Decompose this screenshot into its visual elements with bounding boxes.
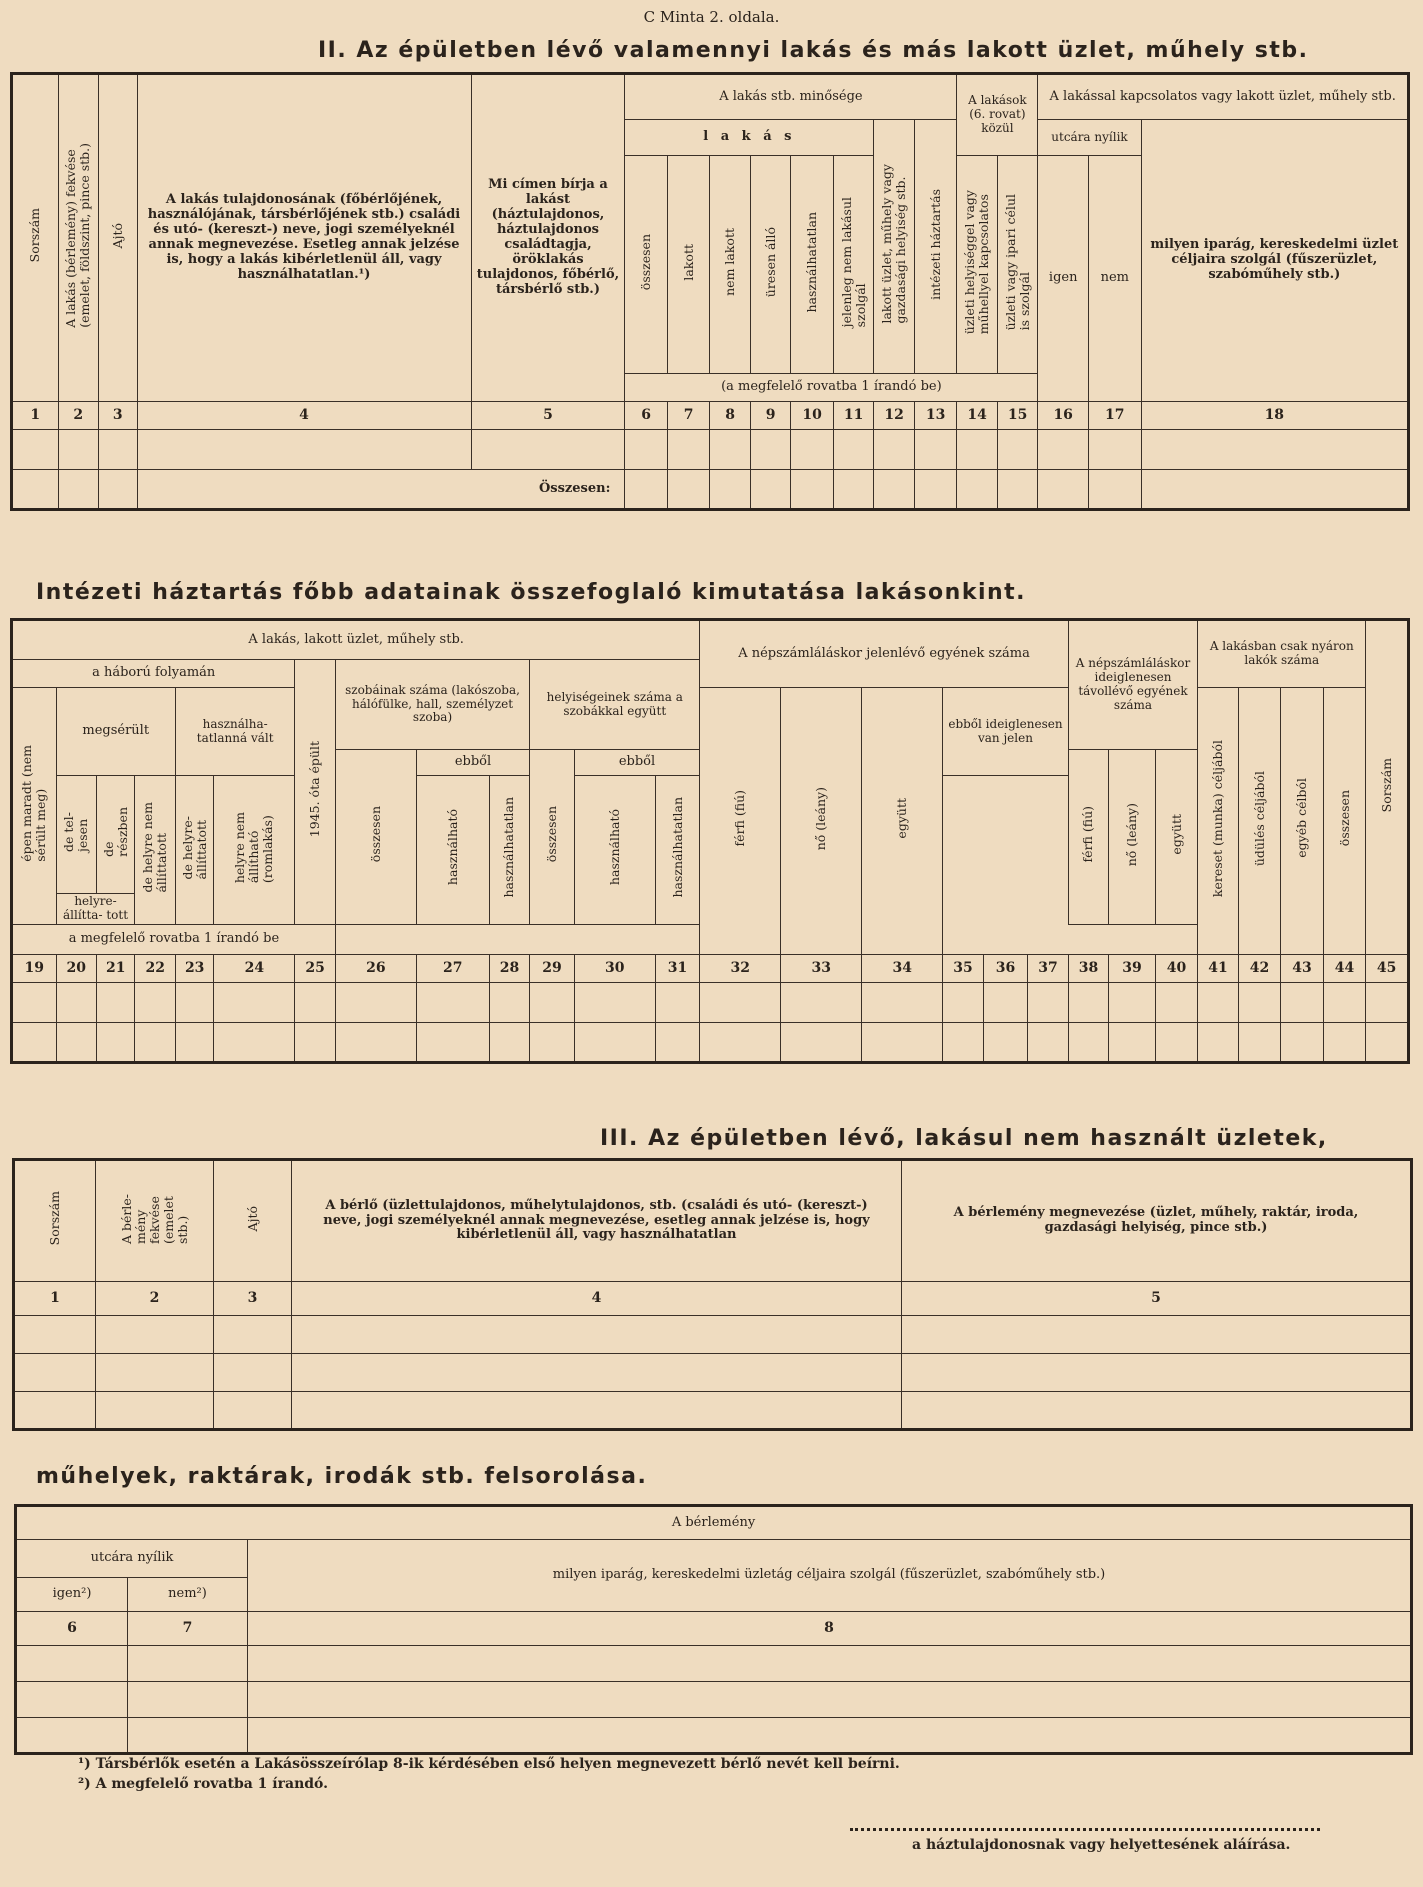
col-number: 41 (1198, 954, 1238, 982)
col-number: 7 (667, 402, 710, 430)
col-tavol-ferfi-header: férfi (fiú) (1068, 750, 1108, 925)
utcara-header: utcára nyílik (1038, 120, 1141, 156)
entry-cell[interactable] (997, 430, 1038, 470)
col-number: 31 (655, 954, 700, 982)
col-ferfi-header: férfi (fiú) (700, 688, 781, 955)
kapcsolatos-header: A lakással kapcsolatos vagy lakott üzlet, műhely stb. (1038, 74, 1409, 120)
entry-cell[interactable] (874, 430, 914, 470)
entry-cell[interactable] (781, 1022, 862, 1062)
entry-cell[interactable] (248, 1646, 1412, 1682)
entry-cell[interactable] (1141, 430, 1408, 470)
col-uzleti-helyiseg-header: üzleti helyiséggel vagy műhellyel kapcsolatos (957, 156, 997, 374)
entry-cell[interactable] (957, 430, 997, 470)
entry-cell[interactable] (625, 430, 668, 470)
col-uresen-allo-header: üresen álló (750, 156, 790, 374)
entry-cell[interactable] (1155, 1022, 1198, 1062)
intezeti-table (10, 618, 1410, 1064)
col-ajto-header: Ajtó (99, 74, 137, 402)
table-row (14, 1392, 1412, 1430)
total-cell[interactable] (667, 470, 710, 510)
table-row (14, 1316, 1412, 1354)
col-intezeti-header: intézeti háztartás (914, 120, 957, 374)
entry-cell[interactable] (58, 430, 98, 470)
column-number-row (12, 402, 1409, 430)
section-3-title: III. Az épületben lévő, lakásul nem használt üzletek, (600, 1126, 1328, 1151)
col-jelenleg-nem-header: jelenleg nem lakásul szolgál (833, 156, 873, 374)
megserult-header: megsérült (56, 688, 175, 776)
helyiseg-ebbol-header: ebből (574, 750, 700, 776)
entry-cell[interactable] (99, 470, 137, 510)
entry-cell[interactable] (96, 1316, 214, 1354)
total-cell[interactable] (1088, 470, 1141, 510)
col-number: 7 (128, 1612, 248, 1646)
col-number: 6 (16, 1612, 128, 1646)
col-helyiseg-osszesen-header: összesen (530, 750, 575, 925)
footnote-2: ²) A megfelelő rovatba 1 írandó. (78, 1776, 328, 1792)
col-szoba-osszesen-header: összesen (335, 750, 416, 925)
col-number: 4 (292, 1282, 902, 1316)
col-hasznalhatatlan-header: használhatatlan (791, 156, 834, 374)
megfelelo-note: (a megfelelő rovatba 1 írandó be) (625, 374, 1038, 402)
col-number: 38 (1068, 954, 1108, 982)
col-berlemeny-fekvese-header: A bérle- mény fekvése (emelet stb.) (96, 1160, 214, 1282)
col-kereset-header: kereset (munka) céljából (1198, 688, 1238, 955)
entry-cell[interactable] (135, 982, 175, 1022)
col-number: 26 (335, 954, 416, 982)
total-cell[interactable] (914, 470, 957, 510)
entry-cell[interactable] (983, 1022, 1028, 1062)
ideiglenesen-jelen-header: ebből ideiglenesen van jelen (943, 688, 1069, 776)
table-row (16, 1646, 1412, 1682)
col-udules-header: üdülés céljából (1238, 688, 1281, 955)
entry-cell[interactable] (335, 1022, 416, 1062)
table-row (12, 982, 1409, 1022)
entry-cell[interactable] (14, 1392, 96, 1430)
total-cell[interactable] (791, 470, 834, 510)
section-3b-title: műhelyek, raktárak, irodák stb. felsorolása. (36, 1464, 648, 1489)
col-de-teljesen-header: de tel- jesen (56, 776, 96, 894)
total-row (12, 470, 1409, 510)
entry-cell[interactable] (175, 982, 213, 1022)
col-ajto-header: Ajtó (214, 1160, 292, 1282)
entry-cell[interactable] (530, 1022, 575, 1062)
entry-cell[interactable] (902, 1316, 1412, 1354)
col-number: 14 (957, 402, 997, 430)
entry-cell[interactable] (128, 1646, 248, 1682)
col-number: 25 (295, 954, 335, 982)
col-number: 8 (710, 402, 750, 430)
entry-cell[interactable] (943, 982, 983, 1022)
col-ota-epult-header: 1945. óta épült (295, 660, 335, 925)
entry-cell[interactable] (96, 1354, 214, 1392)
col-tulajdonos-header: A lakás tulajdonosának (főbérlőjének, használójának, társbérlőjének stb.) családi és utó- (kereszt-) neve, jogi személyeknél annak megnevezése. Esetleg annak jelzése is, hogy a lakás kibérletlenül áll, vagy használhatatlan.¹) (137, 74, 471, 402)
section-3b-table (14, 1504, 1413, 1755)
col-megnevezese-header: A bérlemény megnevezése (üzlet, műhely, raktár, iroda, gazdasági helyiség, pince stb.) (902, 1160, 1412, 1282)
col-number: 10 (791, 402, 834, 430)
entry-cell[interactable] (128, 1682, 248, 1718)
entry-cell[interactable] (1088, 430, 1141, 470)
entry-cell[interactable] (1109, 1022, 1156, 1062)
col-milyen-header: milyen iparág, kereskedelmi üzlet céljaira szolgál (fűszerüzlet, szabóműhely stb.) (1141, 120, 1408, 402)
col-number: 19 (12, 954, 57, 982)
col-igen-header: igen (1038, 156, 1089, 402)
col-lakott-uzlet-header: lakott üzlet, műhely vagy gazdasági helyiség stb. (874, 120, 914, 374)
col-number: 20 (56, 954, 96, 982)
col-number: 11 (833, 402, 873, 430)
col-number: 4 (137, 402, 471, 430)
col-number: 29 (530, 954, 575, 982)
lakas-subheader: l a k á s (625, 120, 874, 156)
entry-cell[interactable] (1155, 982, 1198, 1022)
entry-cell[interactable] (655, 982, 700, 1022)
col-de-helyre-nem-header: de helyre nem állíttatott (135, 776, 175, 925)
entry-cell[interactable] (1366, 1022, 1409, 1062)
col-helyiseg-hasznalhatatlan-header: használhatatlan (655, 776, 700, 925)
col-egyeb-header: egyéb célból (1281, 688, 1324, 955)
col-fekvese-header: A lakás (bérlemény) fekvése (emelet, földszint, pince stb.) (58, 74, 98, 402)
entry-cell[interactable] (1198, 1022, 1238, 1062)
col-uzleti-ipari-header: üzleti vagy ipari célul is szolgál (997, 156, 1038, 374)
nyaron-header: A lakásban csak nyáron lakók száma (1198, 620, 1366, 688)
entry-cell[interactable] (862, 982, 943, 1022)
col-osszesen-header: összesen (625, 156, 668, 374)
entry-cell[interactable] (902, 1392, 1412, 1430)
col-sorszam-header: Sorszám (14, 1160, 96, 1282)
section-2-title: II. Az épületben lévő valamennyi lakás és más lakott üzlet, műhely stb. (318, 38, 1309, 63)
helyreallitott-header: helyre- állítta- tott (56, 894, 135, 925)
col-number: 22 (135, 954, 175, 982)
lakas-uzlet-header: A lakás, lakott üzlet, műhely stb. (12, 620, 700, 660)
col-number: 34 (862, 954, 943, 982)
entry-cell[interactable] (1028, 1022, 1068, 1062)
entry-cell[interactable] (914, 430, 957, 470)
entry-cell[interactable] (1198, 982, 1238, 1022)
entry-cell[interactable] (12, 430, 59, 470)
col-number: 24 (214, 954, 295, 982)
entry-cell[interactable] (902, 1354, 1412, 1392)
lakasok-kozul-header: A lakások (6. rovat) közül (957, 74, 1038, 156)
col-number: 16 (1038, 402, 1089, 430)
column-number-row (14, 1282, 1412, 1316)
entry-cell[interactable] (214, 1392, 292, 1430)
col-nyaron-osszesen-header: összesen (1323, 688, 1366, 955)
hasznalhatatlanna-header: használha- tatlanná vált (175, 688, 294, 776)
col-helyre-nem-allithato-header: helyre nem állítható (romlakás) (214, 776, 295, 925)
col-berlo-header: A bérlő (üzlettulajdonos, műhelytulajdonos, stb. (családi és utó- (kereszt-) neve, jogi személyeknél annak megnevezése, esetleg annak jelzése is, hogy kibérletlenül áll, vagy használhatatlan (292, 1160, 902, 1282)
col-number: 36 (983, 954, 1028, 982)
col-number: 17 (1088, 402, 1141, 430)
total-cell[interactable] (1038, 470, 1089, 510)
entry-cell[interactable] (16, 1646, 128, 1682)
entry-cell[interactable] (750, 430, 790, 470)
entry-cell[interactable] (248, 1718, 1412, 1754)
total-cell[interactable] (625, 470, 668, 510)
tavollevo-header: A népszámláláskor ideiglenesen távollévő egyének száma (1068, 620, 1198, 750)
entry-cell[interactable] (1238, 982, 1281, 1022)
entry-cell[interactable] (295, 982, 335, 1022)
entry-cell[interactable] (574, 982, 655, 1022)
col-igen-header: igen²) (16, 1578, 128, 1612)
entry-cell[interactable] (295, 1022, 335, 1062)
signature-line[interactable] (850, 1828, 1410, 1853)
haboru-header: a háború folyamán (12, 660, 295, 688)
entry-cell[interactable] (99, 430, 137, 470)
col-number: 15 (997, 402, 1038, 430)
entry-cell[interactable] (1028, 982, 1068, 1022)
table-row (16, 1718, 1412, 1754)
entry-cell[interactable] (1323, 1022, 1366, 1062)
col-number: 43 (1281, 954, 1324, 982)
col-tavol-egyutt-header: együtt (1155, 750, 1198, 925)
total-cell[interactable] (997, 470, 1038, 510)
entry-cell[interactable] (1281, 1022, 1324, 1062)
entry-cell[interactable] (214, 1354, 292, 1392)
entry-cell[interactable] (1238, 1022, 1281, 1062)
col-number: 39 (1109, 954, 1156, 982)
entry-cell[interactable] (667, 430, 710, 470)
col-number: 6 (625, 402, 668, 430)
col-number: 27 (416, 954, 489, 982)
entry-cell[interactable] (574, 1022, 655, 1062)
jelenlevo-header: A népszámláláskor jelenlévő egyének száma (700, 620, 1068, 688)
entry-cell[interactable] (97, 1022, 135, 1062)
helyisegeinek-header: helyiségeinek száma a szobákkal együtt (530, 660, 700, 750)
entry-cell[interactable] (833, 430, 873, 470)
utcara-header: utcára nyílik (16, 1540, 248, 1578)
col-de-helyreallitott-header: de helyre- állíttatott (175, 776, 213, 925)
col-helyiseg-hasznalhato-header: használható (574, 776, 655, 925)
entry-cell[interactable] (655, 1022, 700, 1062)
entry-cell[interactable] (1068, 982, 1108, 1022)
entry-cell[interactable] (214, 982, 295, 1022)
col-number: 32 (700, 954, 781, 982)
col-szoba-hasznalhatatlan-header: használhatatlan (489, 776, 529, 925)
entry-cell[interactable] (416, 1022, 489, 1062)
col-number: 5 (471, 402, 625, 430)
total-cell[interactable] (1141, 470, 1408, 510)
entry-cell[interactable] (700, 982, 781, 1022)
entry-cell[interactable] (128, 1718, 248, 1754)
col-number: 5 (902, 1282, 1412, 1316)
col-cimen-header: Mi címen bírja a lakást (háztulajdonos, háztulajdonos családtagja, öröklakás tulajdonos, főbérlő, társbérlő stb.) (471, 74, 625, 402)
entry-cell[interactable] (1366, 982, 1409, 1022)
entry-cell[interactable] (56, 982, 96, 1022)
column-number-row (12, 954, 1409, 982)
entry-cell[interactable] (862, 1022, 943, 1062)
minosege-header: A lakás stb. minősége (625, 74, 957, 120)
col-number: 23 (175, 954, 213, 982)
entry-cell[interactable] (530, 982, 575, 1022)
entry-cell[interactable] (135, 1022, 175, 1062)
entry-cell[interactable] (175, 1022, 213, 1062)
entry-cell[interactable] (983, 982, 1028, 1022)
col-number: 37 (1028, 954, 1068, 982)
entry-cell[interactable] (489, 982, 529, 1022)
col-number: 2 (58, 402, 98, 430)
table-row (12, 1022, 1409, 1062)
col-lakott-header: lakott (667, 156, 710, 374)
col-egyutt-header: együtt (862, 688, 943, 955)
entry-cell[interactable] (1068, 1022, 1108, 1062)
entry-cell[interactable] (781, 982, 862, 1022)
megfelelo-note: a megfelelő rovatba 1 írandó be (12, 924, 336, 954)
entry-cell[interactable] (58, 470, 98, 510)
col-milyen-header: milyen iparág, kereskedelmi üzletág céljaira szolgál (fűszerüzlet, szabóműhely stb.) (248, 1540, 1412, 1612)
entry-cell[interactable] (14, 1354, 96, 1392)
col-number: 1 (14, 1282, 96, 1316)
entry-cell[interactable] (943, 1022, 983, 1062)
col-number: 3 (99, 402, 137, 430)
entry-cell[interactable] (1281, 982, 1324, 1022)
total-cell[interactable] (710, 470, 750, 510)
col-number: 2 (96, 1282, 214, 1316)
col-number: 35 (943, 954, 983, 982)
total-cell[interactable] (874, 470, 914, 510)
col-epen-header: épen maradt (nem sérült meg) (12, 688, 57, 925)
col-number: 30 (574, 954, 655, 982)
col-number: 28 (489, 954, 529, 982)
col-nem-header: nem (1088, 156, 1141, 402)
total-cell[interactable] (833, 470, 873, 510)
entry-cell[interactable] (416, 982, 489, 1022)
col-nem-header: nem²) (128, 1578, 248, 1612)
col-number: 33 (781, 954, 862, 982)
entry-cell[interactable] (1038, 430, 1089, 470)
col-number: 45 (1366, 954, 1409, 982)
entry-cell[interactable] (489, 1022, 529, 1062)
entry-cell[interactable] (214, 1022, 295, 1062)
intezeti-title: Intézeti háztartás főbb adatainak összefoglaló kimutatása lakásonkint. (36, 580, 1027, 605)
entry-cell[interactable] (137, 430, 471, 470)
entry-cell[interactable] (214, 1316, 292, 1354)
col-number: 9 (750, 402, 790, 430)
entry-cell[interactable] (292, 1316, 902, 1354)
entry-cell[interactable] (12, 470, 59, 510)
column-number-row (16, 1612, 1412, 1646)
entry-cell[interactable] (16, 1718, 128, 1754)
col-number: 13 (914, 402, 957, 430)
entry-cell[interactable] (16, 1682, 128, 1718)
col-nem-lakott-header: nem lakott (710, 156, 750, 374)
col-number: 18 (1141, 402, 1408, 430)
entry-cell[interactable] (471, 430, 625, 470)
col-sorszam-header: Sorszám (12, 74, 59, 402)
col-szoba-hasznalhato-header: használható (416, 776, 489, 925)
table-row (12, 430, 1409, 470)
entry-cell[interactable] (56, 1022, 96, 1062)
entry-cell[interactable] (248, 1682, 1412, 1718)
a-berlemeny-header: A bérlemény (16, 1506, 1412, 1540)
col-tavol-no-header: nő (leány) (1109, 750, 1156, 925)
entry-cell[interactable] (292, 1392, 902, 1430)
col-number: 44 (1323, 954, 1366, 982)
footnote-1: ¹) Társbérlők esetén a Lakásösszeírólap 8-ik kérdésében első helyen megnevezett bérlő nevét kell beírni. (78, 1756, 900, 1772)
total-cell[interactable] (957, 470, 997, 510)
col-number: 1 (12, 402, 59, 430)
entry-cell[interactable] (97, 982, 135, 1022)
entry-cell[interactable] (12, 982, 57, 1022)
entry-cell[interactable] (14, 1316, 96, 1354)
page-header: C Minta 2. oldala. (643, 8, 780, 26)
entry-cell[interactable] (12, 1022, 57, 1062)
col-number: 8 (248, 1612, 1412, 1646)
entry-cell[interactable] (791, 430, 834, 470)
entry-cell[interactable] (1323, 982, 1366, 1022)
col-number: 21 (97, 954, 135, 982)
col-number: 40 (1155, 954, 1198, 982)
signature-label: a háztulajdonosnak vagy helyettesének aláírása. (912, 1837, 1291, 1853)
table-row (16, 1682, 1412, 1718)
col-no-header: nő (leány) (781, 688, 862, 955)
total-label: Összesen: (137, 470, 625, 510)
col-sorszam-header: Sorszám (1366, 620, 1409, 955)
szobainak-header: szobáinak száma (lakószoba, hálófülke, hall, személyzet szoba) (335, 660, 529, 750)
table-row (14, 1354, 1412, 1392)
entry-cell[interactable] (710, 430, 750, 470)
entry-cell[interactable] (96, 1392, 214, 1430)
section-3-table (12, 1158, 1413, 1431)
col-de-reszben-header: de részben (97, 776, 135, 894)
entry-cell[interactable] (700, 1022, 781, 1062)
col-number: 42 (1238, 954, 1281, 982)
col-number: 12 (874, 402, 914, 430)
col-number: 3 (214, 1282, 292, 1316)
entry-cell[interactable] (292, 1354, 902, 1392)
entry-cell[interactable] (335, 982, 416, 1022)
total-cell[interactable] (750, 470, 790, 510)
szoba-ebbol-header: ebből (416, 750, 529, 776)
section-2-table (10, 72, 1410, 511)
entry-cell[interactable] (1109, 982, 1156, 1022)
